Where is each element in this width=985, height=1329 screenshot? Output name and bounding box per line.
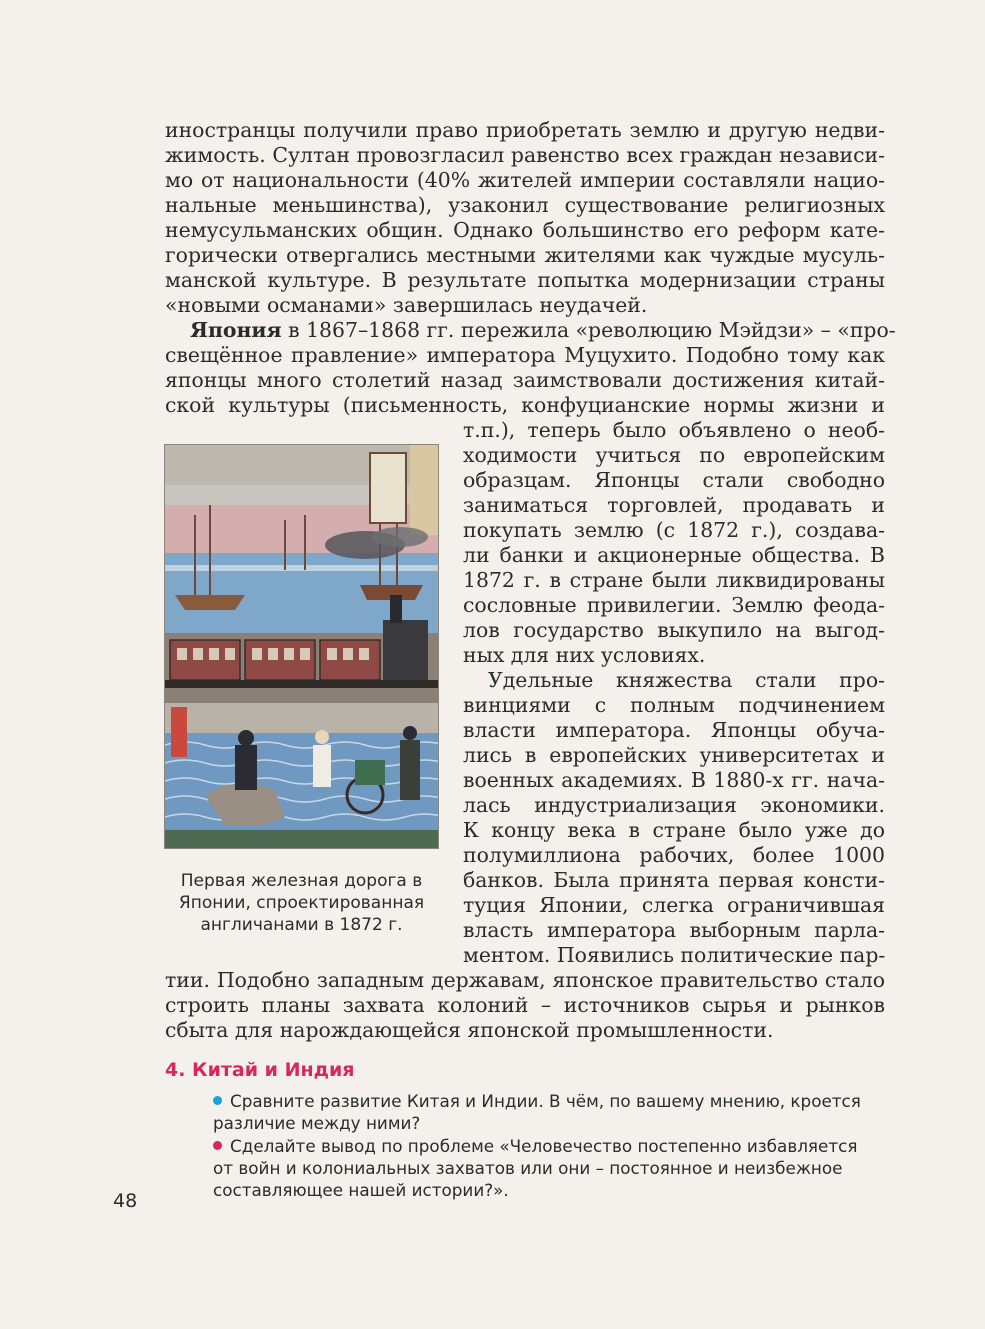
task-item (213, 1135, 885, 1201)
task-line (213, 1135, 885, 1157)
text-line: сословные привилегии. Землю феода- (463, 593, 885, 617)
text-line: заниматься торговлей, продавать и (463, 493, 885, 517)
task-item (213, 1090, 885, 1134)
text-line: т.п.), теперь было объявлено о необ- (463, 418, 885, 442)
text-line: иностранцы получили право приобретать землю и другую недви- (165, 118, 885, 142)
japan-keyword: Япония (190, 318, 282, 342)
section-heading: 4. Китай и Индия (165, 1059, 355, 1081)
text-line: ской культуры (письменность, конфуцианские нормы жизни и (165, 393, 885, 417)
text-line (165, 318, 896, 343)
text-line: полумиллиона рабочих, более 1000 (463, 843, 885, 867)
task-line: составляющее нашей истории?». (213, 1180, 509, 1200)
text-line: мо от национальности (40% жителей империи составляли нацио- (165, 168, 885, 192)
text-line: строить планы захвата колоний – источников сырья и рынков (165, 993, 885, 1017)
text-line: туция Японии, слегка ограничившая (463, 893, 885, 917)
caption-line: Первая железная дорога в (180, 871, 423, 891)
figure-caption (165, 870, 438, 936)
bullet-icon (213, 1141, 222, 1150)
text-line: власть императора выборным парла- (463, 918, 885, 942)
text-line: японцы много столетий назад заимствовали достижения китай- (165, 368, 885, 392)
text-line: лись в европейских университетах и (463, 743, 885, 767)
railway-print-illustration (165, 445, 438, 848)
text-span: в 1867–1868 гг. пережила «революцию Мэйдзи» – «про- (281, 318, 896, 342)
text-line: жимость. Султан провозгласил равенство всех граждан независи- (165, 143, 885, 167)
task-line (213, 1090, 885, 1112)
text-line: ментом. Появились политические пар- (463, 943, 886, 967)
text-line: манской культуре. В результате попытка модернизации страны (165, 268, 885, 292)
text-line: власти императора. Японцы обуча- (463, 718, 885, 742)
text-line: лов государство выкупило на выгод- (463, 618, 885, 642)
caption-line: англичанами в 1872 г. (200, 915, 403, 935)
text-line: «новыми османами» завершилась неудачей. (165, 293, 648, 317)
task-text: Сделайте вывод по проблеме «Человечество постепенно избавляется (230, 1136, 858, 1156)
text-line: лась индустриализация экономики. (463, 793, 885, 817)
text-line: ли банки и акционерные общества. В (463, 543, 885, 567)
text-line: Удельные княжества стали про- (488, 668, 885, 692)
text-line: винциями с полным подчинением (463, 693, 885, 717)
text-line: немусульманских общин. Однако большинство его реформ кате- (165, 218, 885, 242)
task-line: от войн и колониальных захватов или они – постоянное и неизбежное (213, 1158, 843, 1178)
text-line: образцам. Японцы стали свободно (463, 468, 885, 492)
text-line: свещённое правление» императора Муцухито. Подобно тому как (165, 343, 885, 367)
task-line: различие между ними? (213, 1113, 421, 1133)
text-line: сбыта для нарождающейся японской промышленности. (165, 1018, 774, 1042)
railway-print-image (165, 445, 438, 848)
page-number: 48 (113, 1190, 138, 1212)
text-line: ходимости учиться по европейским (463, 443, 885, 467)
text-line: тии. Подобно западным державам, японское правительство стало (165, 968, 885, 992)
text-line: покупать землю (с 1872 г.), создава- (463, 518, 885, 542)
text-line: военных академиях. В 1880-х гг. нача- (463, 768, 885, 792)
text-line: К концу века в стране было уже до (463, 818, 885, 842)
text-line: нальные меньшинства), узаконил существование религиозных (165, 193, 885, 217)
task-text: Сравните развитие Китая и Индии. В чём, по вашему мнению, кроется (230, 1091, 861, 1111)
text-line: ных для них условиях. (463, 643, 706, 667)
caption-line: Японии, спроектированная (178, 893, 425, 913)
text-line: банков. Была принята первая консти- (463, 868, 885, 892)
text-line: горически отвергались местными жителями как чуждые мусуль- (165, 243, 885, 267)
text-line: 1872 г. в стране были ликвидированы (463, 568, 885, 592)
bullet-icon (213, 1096, 222, 1105)
